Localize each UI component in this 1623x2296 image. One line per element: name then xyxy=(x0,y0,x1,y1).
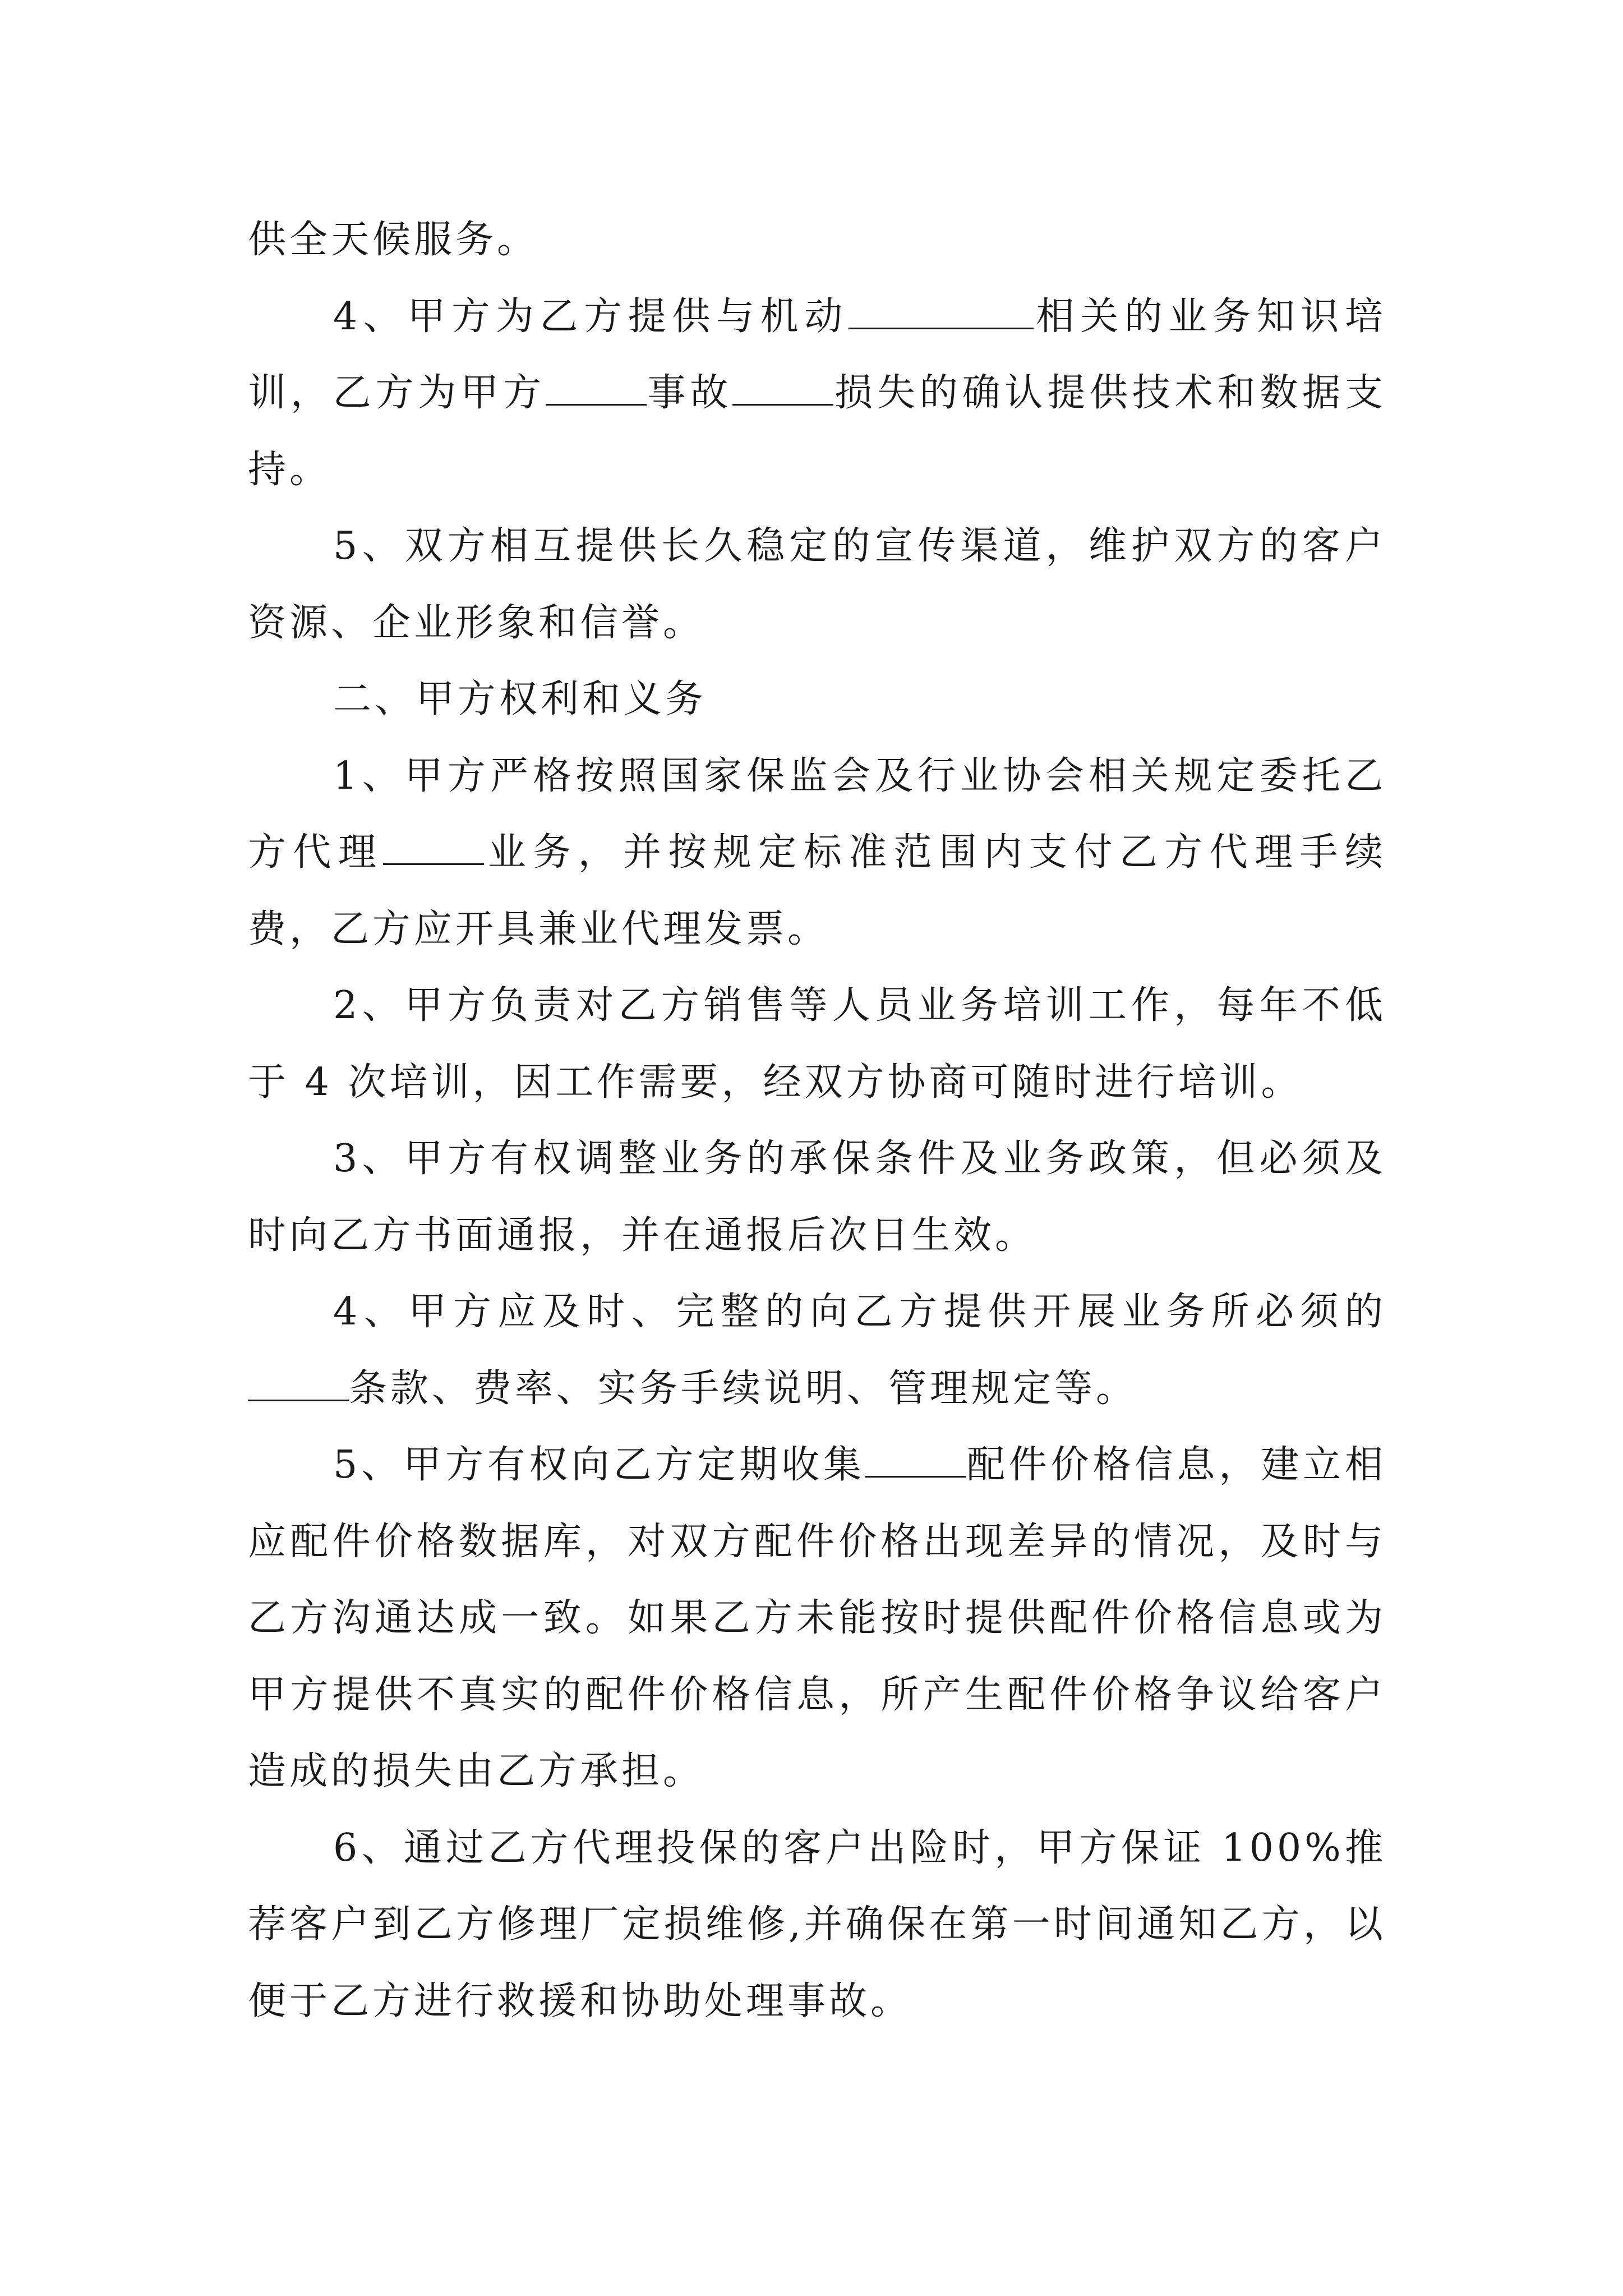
document-body xyxy=(248,202,1386,2040)
paragraph-text: 5、双方相互提供长久稳定的宣传渠道，维护双方的客户资源、企业形象和信誉。 xyxy=(248,524,1386,645)
paragraph-p8 xyxy=(248,1427,1386,1810)
paragraph-text: 1、甲方严格按照国家保监会及行业协会相关规定委托乙方代理 xyxy=(248,753,1386,875)
paragraph-text: 6、通过乙方代理投保的客户出险时，甲方保证 100%推荐客户到乙方修理厂定损维修,并确保在第一时间通知乙方，以便于乙方进行救援和协助处理事故。 xyxy=(248,1825,1386,2023)
paragraph-p5 xyxy=(248,968,1386,1121)
paragraph-p3 xyxy=(248,661,1386,738)
fill-in-blank xyxy=(865,1443,966,1478)
paragraph-text: 业务，并按规定标准范围内支付乙方代理手续费，乙方应开具兼业代理发票。 xyxy=(248,830,1386,951)
paragraph-p9 xyxy=(248,1810,1386,2040)
paragraph-text: 条款、费率、实务手续说明、管理规定等。 xyxy=(349,1366,1138,1411)
paragraph-p0 xyxy=(248,202,1386,279)
paragraph-text: 事故 xyxy=(646,371,733,415)
paragraph-text: 损失的确认提供技术和数据支持。 xyxy=(248,371,1386,492)
paragraph-text: 3、甲方有权调整业务的承保条件及业务政策，但必须及时向乙方书面通报，并在通报后次日生效。 xyxy=(248,1137,1386,1258)
paragraph-text: 配件价格信息，建立相应配件价格数据库，对双方配件价格出现差异的情况，及时与乙方沟通达成一致。如果乙方未能按时提供配件价格信息或为甲方提供不真实的配件价格信息，所产生配件价格争议给客户造成的损失由乙方承担。 xyxy=(248,1443,1386,1793)
paragraph-p1 xyxy=(248,279,1386,509)
paragraph-p6 xyxy=(248,1121,1386,1274)
paragraph-text: 5、甲方有权向乙方定期收集 xyxy=(333,1443,865,1487)
paragraph-p2 xyxy=(248,508,1386,661)
paragraph-p7 xyxy=(248,1274,1386,1427)
paragraph-text: 4、甲方应及时、完整的向乙方提供开展业务所必须的 xyxy=(333,1290,1386,1334)
fill-in-blank xyxy=(248,1367,349,1401)
paragraph-text: 二、甲方权利和义务 xyxy=(333,677,707,721)
paragraph-text: 相关的业务知识培训，乙方为甲方 xyxy=(248,294,1386,415)
fill-in-blank xyxy=(849,295,1034,329)
paragraph-text: 4、甲方为乙方提供与机动 xyxy=(333,294,849,339)
paragraph-p4 xyxy=(248,738,1386,968)
fill-in-blank xyxy=(383,831,484,865)
paragraph-text: 供全天候服务。 xyxy=(248,218,539,262)
paragraph-text: 2、甲方负责对乙方销售等人员业务培训工作，每年不低于 4 次培训，因工作需要，经双方协商可随时进行培训。 xyxy=(248,983,1386,1105)
fill-in-blank xyxy=(732,371,833,406)
fill-in-blank xyxy=(546,371,647,406)
